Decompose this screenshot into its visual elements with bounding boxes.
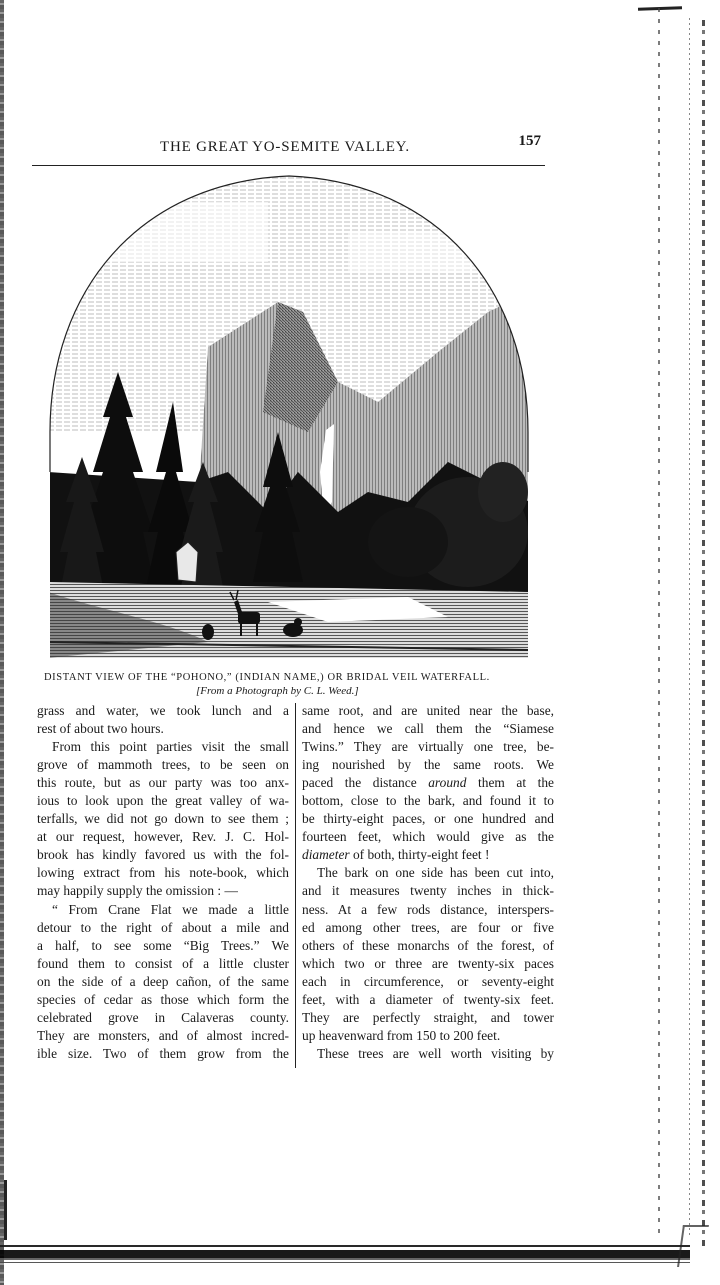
- text-line: lowing extract from his note-book, which: [37, 865, 289, 881]
- scan-bottom-edge: [0, 1243, 690, 1265]
- text-line: ious to look upon the great valley of wa-: [37, 793, 289, 809]
- text-line: rest of about two hours.: [37, 721, 164, 737]
- text-line: detour to the right of about a mile and: [37, 919, 289, 935]
- text-line: bottom, close to the bark, and found it to: [302, 793, 554, 809]
- text-line: ible size. Two of them grow from the: [37, 1045, 289, 1061]
- text-line: and hence we call them the “Siamese: [302, 721, 554, 737]
- scan-page-edge: [689, 18, 690, 1238]
- running-title: THE GREAT YO-SEMITE VALLEY.: [160, 139, 410, 155]
- text-line: [302, 774, 554, 792]
- text-line: fourteen feet, which would give as the: [302, 829, 554, 845]
- paragraph-start-line: These trees are well worth visiting by: [317, 1045, 554, 1061]
- text-line: terfalls, we did not go down to see them ;: [37, 811, 289, 827]
- text-segment: paced the distance: [302, 775, 429, 791]
- text-line: Twins.” They are virtually one tree, be-: [302, 739, 554, 755]
- text-line: be thirty-eight paces, or one hundred and: [302, 811, 554, 827]
- text-line: on the side of a deep cañon, of the same: [37, 973, 289, 989]
- text-line: They are monsters, and of almost incred-: [37, 1027, 289, 1043]
- text-line: brook has kindly favored us with the fol-: [37, 847, 289, 863]
- scan-edge-mark: [638, 6, 682, 11]
- text-line: may happily supply the omission : —: [37, 883, 238, 899]
- text-line: ed among other trees, are four or five: [302, 919, 554, 935]
- engraving-illustration: [48, 172, 530, 658]
- figure-caption: DISTANT VIEW OF THE “POHONO,” (INDIAN NAME,) OR BRIDAL VEIL WATERFALL.: [44, 672, 490, 683]
- text-line: celebrated grove in Calaveras county.: [37, 1009, 289, 1025]
- text-line: same root, and are united near the base,: [302, 703, 554, 718]
- text-line: this route, but as our party was too anx-: [37, 775, 289, 791]
- paragraph-start-line: From this point parties visit the small: [52, 739, 289, 755]
- text-line: grove of mammoth trees, to be seen on: [37, 757, 289, 773]
- text-line: which two or three are twenty-six paces: [302, 955, 554, 971]
- text-line: a half, to see some “Big Trees.” We: [37, 937, 289, 953]
- scan-page-edge: [658, 8, 660, 1238]
- text-line: ness. At a few rods distance, interspers-: [302, 901, 554, 917]
- text-line: and it measures twenty inches in thick-: [302, 883, 554, 899]
- text-line: grass and water, we took lunch and a: [37, 703, 289, 718]
- text-line: each in circumference, or seventy-eight: [302, 973, 554, 989]
- scan-edge-mark: [4, 1180, 7, 1240]
- emphasis-text: around: [428, 775, 467, 791]
- paragraph-start-line: The bark on one side has been cut into,: [317, 865, 554, 881]
- scan-page-edge: [702, 20, 705, 1250]
- text-line: ing nourished by the same roots. We: [302, 757, 554, 773]
- text-line: others of these monarchs of the forest, of: [302, 937, 554, 953]
- page-number: 157: [518, 133, 541, 149]
- text-line: found them to consist of a little cluster: [37, 955, 289, 971]
- text-column-left: [37, 702, 289, 1063]
- scan-left-edge: [0, 0, 4, 1285]
- text-line: species of cedar as those which form the: [37, 991, 289, 1007]
- text-line: at our request, however, Rev. J. C. Hol-: [37, 829, 289, 845]
- text-line: feet, with a diameter of twenty-six feet.: [302, 991, 554, 1007]
- column-divider: [295, 703, 296, 1068]
- text-segment: them at the: [466, 775, 555, 791]
- paragraph-start-line: “ From Crane Flat we made a little: [52, 901, 289, 917]
- emphasis-text: diameter: [302, 847, 350, 863]
- text-line: up heavenward from 150 to 200 feet.: [302, 1027, 501, 1043]
- figure-credit: [From a Photograph by C. L. Weed.]: [196, 685, 359, 697]
- text-line: [302, 846, 554, 864]
- text-line: They are perfectly straight, and tower: [302, 1009, 554, 1025]
- scan-corner-mark: [677, 1225, 709, 1267]
- running-header: [32, 133, 545, 166]
- text-column-right: [302, 702, 554, 1063]
- waterfall-landscape-image: [48, 172, 530, 658]
- text-segment: of both, thirty-eight feet !: [349, 847, 490, 863]
